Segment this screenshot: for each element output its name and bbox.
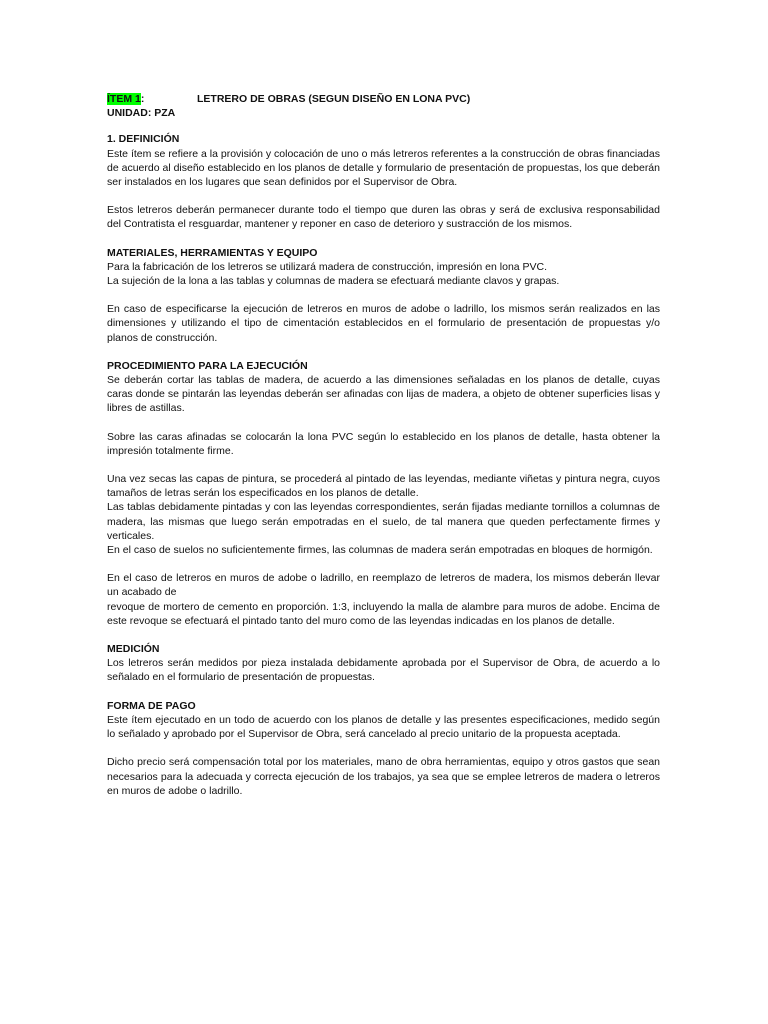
materiales-paragraph-1: Para la fabricación de los letreros se utilizará madera de construcción, impresión en lona PVC.: [107, 260, 548, 273]
materiales-paragraph-3: En caso de especificarse la ejecución de letreros en muros de adobe o ladrillo, los mismos serán realizados en las dimensiones y utilizando el tipo de cimentación establecidos en el formulario de presentación de propuestas y/o planos de construcción.: [107, 303, 660, 344]
procedimiento-paragraph-2: Sobre las caras afinadas se colocarán la lona PVC según lo establecido en los planos de detalle, hasta obtener la impresión totalmente firme.: [107, 430, 660, 457]
section-title-forma-de-pago: FORMA DE PAGO: [107, 699, 196, 712]
item-colon: :: [140, 93, 145, 105]
document-content: [107, 92, 660, 798]
procedimiento-paragraph-5: En el caso de suelos no suficientemente firmes, las columnas de madera serán empotradas en bloques de hormigón.: [107, 544, 653, 557]
item-title: LETRERO DE OBRAS (SEGUN DISEÑO EN LONA PVC): [197, 93, 471, 105]
unidad-line: UNIDAD: PZA: [107, 107, 176, 120]
forma-de-pago-paragraph-1: Este ítem ejecutado en un todo de acuerdo con los planos de detalle y las presentes especificaciones, medido según lo señalado y aprobado por el Supervisor de Obra, será cancelado al precio unitario de la propuesta aceptada.: [107, 713, 660, 741]
procedimiento-paragraph-6a: En el caso de letreros en muros de adobe o ladrillo, en reemplazo de letreros de madera, los mismos deberán llevar un acabado de: [107, 572, 660, 599]
section-title-procedimiento: PROCEDIMIENTO PARA LA EJECUCIÓN: [107, 359, 308, 372]
procedimiento-paragraph-1: Se deberán cortar las tablas de madera, de acuerdo a las dimensiones señaladas en los planos de detalle, cuyas caras donde se pintarán las leyendas deberán ser afinadas con lijas de madera, a objeto de obtener superficies lisas y libres de astillas.: [107, 374, 660, 415]
materiales-paragraph-2: La sujeción de la lona a las tablas y columnas de madera se efectuará mediante clavos y grapas.: [107, 275, 560, 288]
section-title-medicion: MEDICIÓN: [107, 643, 160, 656]
item-header: [107, 92, 660, 106]
definicion-paragraph-2: Estos letreros deberán permanecer durante todo el tiempo que duren las obras y será de exclusiva responsabilidad del Contratista el resguardar, mantener y reponer en caso de deterioro y sustracción de los mismos.: [107, 204, 660, 231]
section-title-definicion: 1. DEFINICIÓN: [107, 133, 180, 146]
procedimiento-paragraph-3: Una vez secas las capas de pintura, se procederá al pintado de las leyendas, mediante viñetas y pintura negra, cuyos tamaños de letras serán los especificados en los planos de detalle.: [107, 473, 660, 500]
section-title-materiales: MATERIALES, HERRAMIENTAS Y EQUIPO: [107, 246, 318, 259]
forma-de-pago-paragraph-2: Dicho precio será compensación total por los materiales, mano de obra herramientas, equipo y otros gastos que sean necesarios para la adecuada y correcta ejecución de los trabajos, ya sea que se emplee letreros de madera o letreros en muros de adobe o ladrillo.: [107, 756, 660, 797]
procedimiento-paragraph-4: Las tablas debidamente pintadas y con las leyendas correspondientes, serán fijadas mediante tornillos a columnas de madera, las mismas que luego serán empotradas en el suelo, de tal manera que queden perfectamente firmes y verticales.: [107, 501, 660, 542]
procedimiento-paragraph-6b: revoque de mortero de cemento en proporción. 1:3, incluyendo la malla de alambre para muros de adobe. Encima de este revoque se efectuará el pintado tanto del muro como de las leyendas indicadas en los planos de detalle.: [107, 600, 660, 627]
item-label: ÍTEM 1: [107, 93, 141, 105]
medicion-paragraph-1: Los letreros serán medidos por pieza instalada debidamente aprobada por el Supervisor de Obra, de acuerdo a lo señalado en el formulario de presentación de propuestas.: [107, 657, 660, 684]
definicion-paragraph-1: Este ítem se refiere a la provisión y colocación de uno o más letreros referentes a la construcción de obras financiadas de acuerdo al diseño establecido en los planos de detalle y formulario de presentación de propuestas, los que deberán ser instalados en los lugares que sean definidos por el Supervisor de Obra.: [107, 147, 660, 188]
